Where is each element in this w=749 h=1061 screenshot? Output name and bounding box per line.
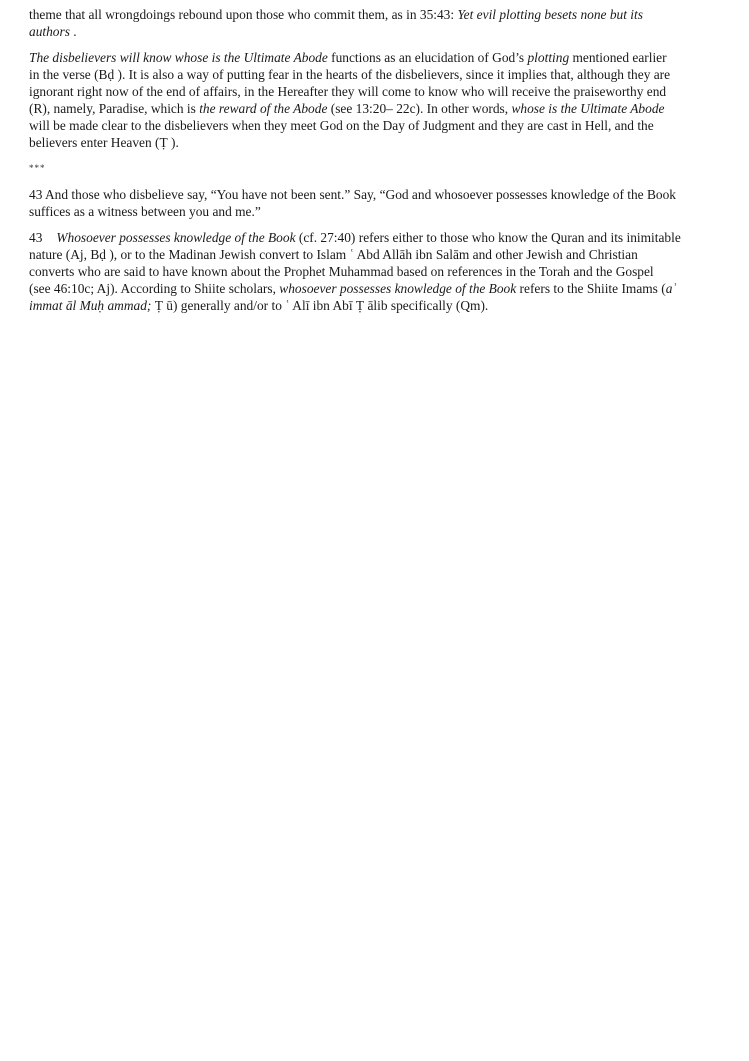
text-run: functions as an elucidation of God’s xyxy=(327,50,528,65)
text-run: Ṭ ū) generally and/or to ʿ Alī ibn Abī Ṭ ālib specifically (Qm). xyxy=(151,298,489,313)
text-run: mentioned earlier xyxy=(569,50,667,65)
quran-term: plotting xyxy=(527,50,570,65)
text-run: (see 13:20– 22c). In other words, xyxy=(327,101,512,116)
verse-line: suffices as a witness between you and me.” xyxy=(29,204,261,219)
text-line xyxy=(29,49,719,66)
commentary-43 xyxy=(29,229,719,314)
text-run: (see 46:10c; Aj). According to Shiite scholars, xyxy=(29,281,280,296)
text-line: will be made clear to the disbelievers when they meet God on the Day of Judgment and they are cast in Hell, and the xyxy=(29,118,654,133)
text-run: . xyxy=(69,24,77,39)
text-run: (cf. 27:40) refers either to those who know the Quran and its inimitable xyxy=(295,230,681,245)
transliteration: aʾ xyxy=(665,281,677,296)
text-line xyxy=(29,280,719,297)
text-line: believers enter Heaven (Ṭ ). xyxy=(29,135,179,150)
transliteration: immat āl Muḥ ammad; xyxy=(29,298,152,313)
document-page xyxy=(29,6,719,323)
quran-quote: the reward of the Abode xyxy=(199,101,328,116)
verse-43 xyxy=(29,186,719,220)
text-run: theme that all wrongdoings rebound upon those who commit them, as in 35:43: xyxy=(29,7,458,22)
text-line xyxy=(29,100,719,117)
quran-quote: Yet evil plotting besets none but its xyxy=(457,7,643,22)
commentary-number: 43 xyxy=(29,230,43,245)
quran-quote: authors xyxy=(29,24,70,39)
paragraph-theme xyxy=(29,6,719,40)
section-separator: *** xyxy=(29,163,46,173)
text-line xyxy=(29,6,719,23)
text-line xyxy=(29,23,719,40)
paragraph-ultimate-abode xyxy=(29,49,719,151)
text-line xyxy=(29,297,719,314)
quran-quote: whose is the Ultimate Abode xyxy=(511,101,665,116)
text-run: refers to the Shiite Imams ( xyxy=(516,281,666,296)
verse-line: 43 And those who disbelieve say, “You have not been sent.” Say, “God and whosoever possesses knowledge of the Book xyxy=(29,187,676,202)
text-line: converts who are said to have known about the Prophet Muhammad based on references in the Torah and the Gospel xyxy=(29,264,654,279)
text-line xyxy=(29,229,719,246)
quran-quote: Whosoever possesses knowledge of the Book xyxy=(56,230,296,245)
text-line: nature (Aj, Bḍ ), or to the Madinan Jewish convert to Islam ʿ Abd Allāh ibn Salām and other Jewish and Christian xyxy=(29,247,638,262)
text-run: (R), namely, Paradise, which is xyxy=(29,101,200,116)
text-line: ignorant right now of the end of affairs, in the Hereafter they will come to know who will receive the praiseworthy end xyxy=(29,84,667,99)
quran-quote: The disbelievers will know whose is the Ultimate Abode xyxy=(29,50,328,65)
text-line: in the verse (Bḍ ). It is also a way of putting fear in the hearts of the disbelievers, since it implies that, although they are xyxy=(29,67,671,82)
quran-quote: whosoever possesses knowledge of the Book xyxy=(279,281,517,296)
